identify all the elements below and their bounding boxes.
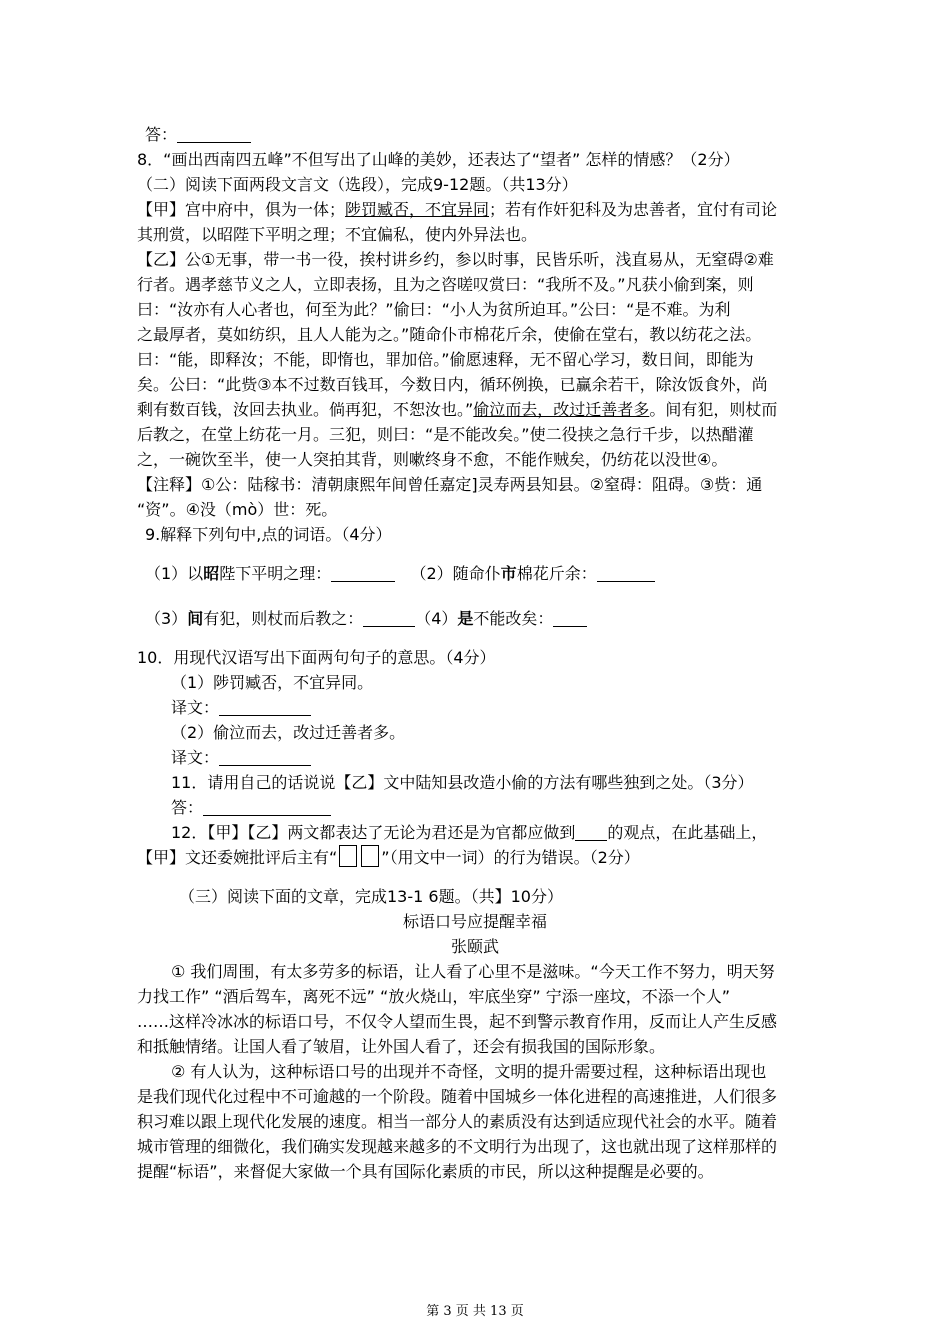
section-3-heading: （三）阅读下面的文章，完成13-1 6题。（共】10分） <box>179 887 563 906</box>
answer-blank[interactable] <box>597 563 655 582</box>
note-line: 【注释】①公：陆稼书：清朝康熙年间曾任嘉定]灵寿两县知县。②窒碍：阻碍。③赀：通 <box>137 475 763 494</box>
article-author: 张颐武 <box>450 937 499 956</box>
article-title: 标语口号应提醒幸福 <box>402 912 547 931</box>
article-paragraph-2 <box>137 1059 813 1184</box>
page-footer: 第 3 页 共 13 页 <box>426 1304 524 1319</box>
answer-box[interactable] <box>361 845 379 867</box>
answer-blank[interactable] <box>219 747 311 766</box>
passage-jia <box>137 197 813 247</box>
passage-line: 之，一碗饮至半，使一人突拍其背，则嗽终身不愈，不能作贼矣，仍纺花以没世④。 <box>137 450 728 469</box>
question-10-title: 10．用现代汉语写出下面两句句子的意思。（4分） <box>137 648 496 667</box>
question-9-title: 9.解释下列句中,点的词语。（4分） <box>145 525 392 544</box>
passage-line: 矣。公曰：“此赀③本不过数百钱耳，今数日内，循环例换，已赢余若干，除汝饭食外，尚 <box>137 375 768 394</box>
answer-blank[interactable] <box>363 608 415 627</box>
note-line: “资”。④没（mò）世：死。 <box>137 500 338 519</box>
passage-line: 【乙】公①无事，带一书一役，挨村讲乡约，参以时事，民皆乐听，浅直易从，无窒碍②难 <box>137 250 774 269</box>
underlined-sentence: 偷泣而去，改过迁善者多 <box>473 400 650 419</box>
passage-line: 后教之，在堂上纺花一月。三犯，则曰：“是不能改矣。”使二役挟之急行千步，以热醋灌 <box>137 425 754 444</box>
question-9-row-1: （1）以昭陛下平明之理： （2）随命仆市棉花斤余： <box>137 561 813 586</box>
passage-line: 曰：“汝亦有人心者也，何至为此？”偷曰：“小人为贫所迫耳。”公曰：“是不难。为利 <box>137 300 731 319</box>
answer-line-q7: 答： <box>137 122 813 147</box>
passage-line: 【甲】宫中府中，俱为一体；陟罚臧否，不宜异同；若有作奸犯科及为忠善者，宜付有司论 <box>137 200 778 219</box>
article-line: ② 有人认为，这种标语口号的出现并不奇怪，文明的提升需要过程，这种标语出现也 <box>171 1062 767 1081</box>
passage-line: 其刑赏，以昭陛下平明之理；不宜偏私，使内外异法也。 <box>137 225 538 244</box>
article-line: 力找工作” “酒后驾车，离死不远” “放火烧山，牢底坐穿” 宁添一座坟，不添一个人” <box>137 987 730 1006</box>
translation-line-1: 译文： <box>137 695 813 720</box>
answer-blank[interactable] <box>177 124 251 143</box>
passage-line: 之最厚者，莫如纺织，且人人能为之。”随命仆市棉花斤余，使偷在堂右，教以纺花之法。 <box>137 325 762 344</box>
passage-line: 曰：“能，即释汝；不能，即惰也，罪加倍。”偷愿速释，无不留心学习，数日间，即能为 <box>137 350 754 369</box>
answer-box[interactable] <box>339 845 357 867</box>
translation-line-2: 译文： <box>137 745 813 770</box>
question-12-line-1: 12．【甲】【乙】两文都表达了无论为君还是为官都应做到 的观点，在此基础上， <box>171 823 768 842</box>
answer-blank[interactable] <box>331 563 395 582</box>
answer-blank[interactable] <box>553 608 587 627</box>
article-paragraph-1 <box>137 959 813 1059</box>
question-12-line-2: 【甲】文还委婉批评后主有“ ”（用文中一词）的行为错误。（2分） <box>137 845 813 870</box>
question-10-sentence-2: （2）偷泣而去，改过迁善者多。 <box>171 723 406 742</box>
article-line: 城市管理的细微化，我们确实发现越来越多的不文明行为出现了，这也就出现了这样那样的 <box>137 1137 778 1156</box>
passage-yi <box>137 247 813 472</box>
document-page <box>137 122 813 1184</box>
answer-line-q11: 答： <box>137 795 813 820</box>
section-2-heading: （二）阅读下面两段文言文（选段），完成9-12题。（共13分） <box>137 175 578 194</box>
underlined-sentence: 陟罚臧否，不宜异同 <box>345 200 490 219</box>
question-11: 11．请用自己的话说说【乙】文中陆知县改造小偷的方法有哪些独到之处。（3分） <box>171 773 754 792</box>
annotations <box>137 472 813 522</box>
passage-line: 剩有数百钱，汝回去执业。倘再犯，不恕汝也。”偷泣而去，改过迁善者多。间有犯，则杖而 <box>137 400 778 419</box>
article-line: ……这样冷冰冰的标语口号，不仅令人望而生畏，起不到警示教育作用，反而让人产生反感 <box>137 1012 778 1031</box>
question-8: 8．“画出西南四五峰”不但写出了山峰的美妙，还表达了“望者” 怎样的情感？（2分） <box>137 150 740 169</box>
answer-blank[interactable] <box>575 822 607 841</box>
answer-blank[interactable] <box>219 697 311 716</box>
question-10-sentence-1: （1）陟罚臧否，不宜异同。 <box>171 673 374 692</box>
article-line: 和抵触情绪。让国人看了皱眉，让外国人看了，还会有损我国的国际形象。 <box>137 1037 666 1056</box>
article-line: ① 我们周围，有太多劳多的标语，让人看了心里不是滋味。“今天工作不努力，明天努 <box>171 962 775 981</box>
answer-blank[interactable] <box>203 797 331 816</box>
article-line: 提醒“标语”，来督促大家做一个具有国际化素质的市民，所以这种提醒是必要的。 <box>137 1162 714 1181</box>
question-9-row-2: （3）间有犯，则杖而后教之： （4）是不能改矣： <box>137 606 813 631</box>
article-line: 积习难以跟上现代化发展的速度。相当一部分人的素质没有达到适应现代社会的水平。随着 <box>137 1112 778 1131</box>
passage-line: 行者。遇孝慈节义之人，立即表扬，且为之咨嗟叹赏曰：“我所不及。”凡获小偷到案，则 <box>137 275 754 294</box>
article-line: 是我们现代化过程中不可逾越的一个阶段。随着中国城乡一体化进程的高速推进，人们很多 <box>137 1087 778 1106</box>
